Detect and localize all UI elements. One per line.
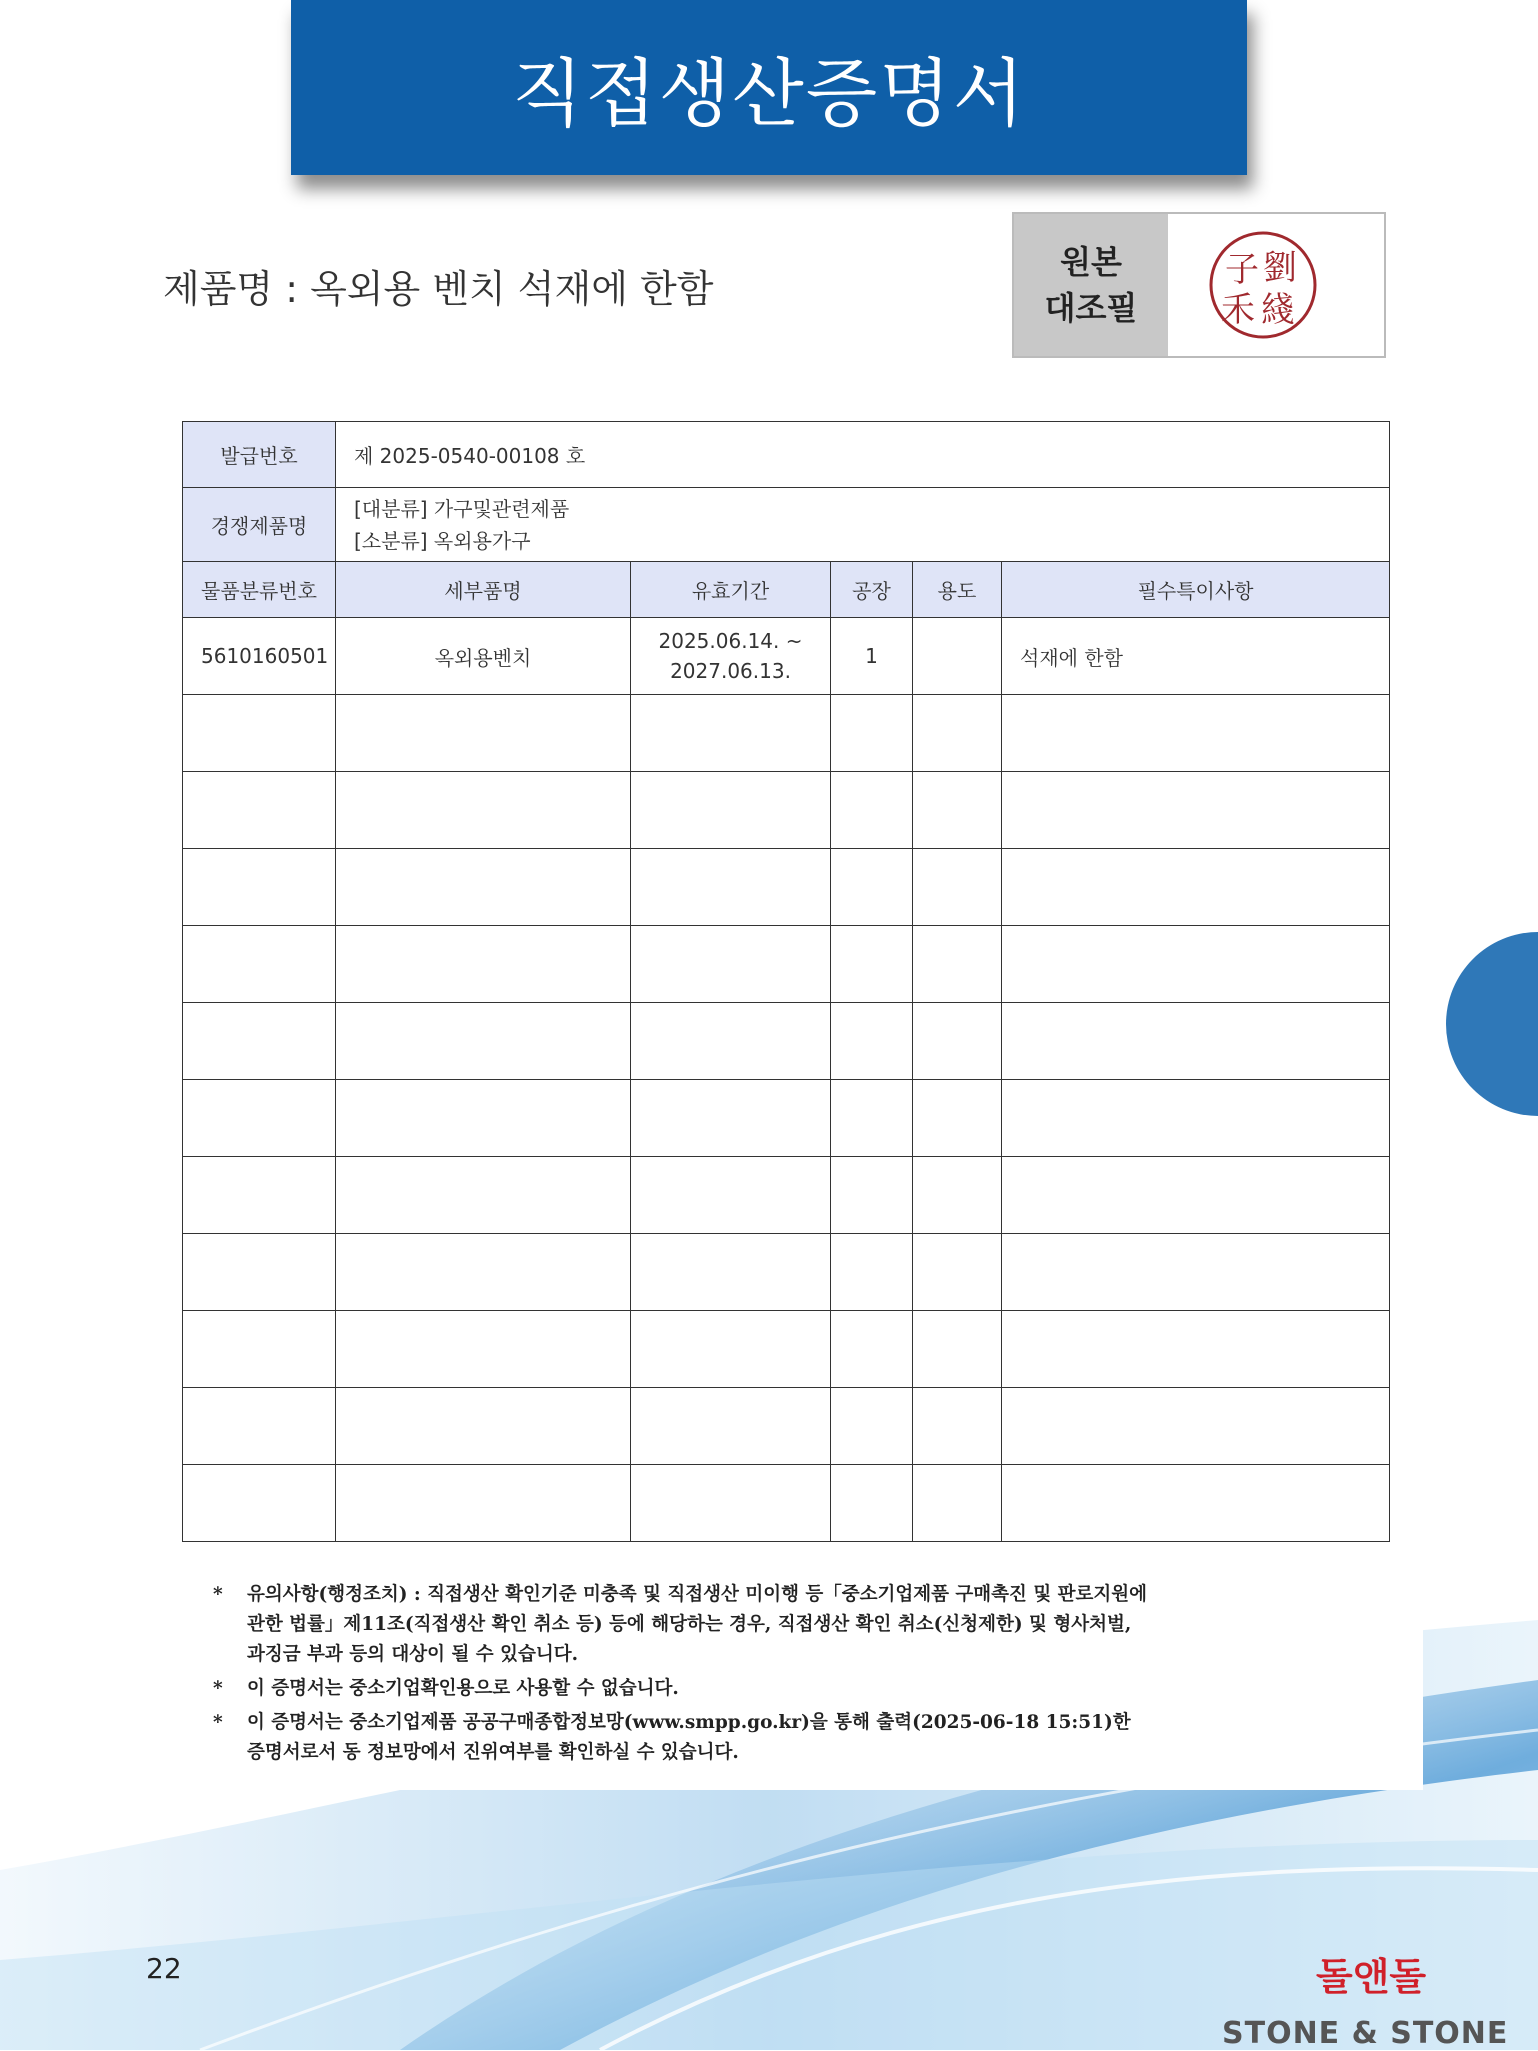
table-cell-empty (831, 1234, 913, 1311)
svg-text:子: 子 (1225, 250, 1259, 290)
table-cell-empty (336, 695, 631, 772)
special-notes: 석재에 한함 (1002, 618, 1390, 695)
certificate-document (181, 420, 1423, 1790)
table-cell-empty (631, 1080, 831, 1157)
table-row-empty (183, 1234, 1390, 1311)
note-bullet: * (213, 1678, 223, 1699)
table-cell-empty (631, 772, 831, 849)
table-cell-empty (336, 1080, 631, 1157)
table-cell-empty (631, 695, 831, 772)
table-cell-empty (336, 1003, 631, 1080)
notes-section (213, 1580, 1403, 1772)
note-line: 과징금 부과 등의 대상이 될 수 있습니다. (247, 1644, 579, 1665)
table-cell-empty (913, 1234, 1002, 1311)
issue-number-label: 발급번호 (183, 422, 336, 488)
note-bullet: * (213, 1584, 223, 1605)
table-cell-empty (336, 926, 631, 1003)
certificate-table (182, 421, 1390, 1542)
decorative-circle (1446, 932, 1538, 1116)
svg-text:禾: 禾 (1221, 290, 1255, 330)
product-code: 5610160501 (183, 618, 336, 695)
note-line: 이 증명서는 중소기업제품 공공구매종합정보망(www.smpp.go.kr)을 통해 출력(2025-06-18 15:51)한 (247, 1712, 1131, 1733)
category-minor: [소분류] 옥외용가구 (354, 528, 531, 553)
table-row-empty (183, 1003, 1390, 1080)
table-cell-empty (183, 1388, 336, 1465)
issue-number-row (183, 422, 1390, 488)
table-cell-empty (336, 1465, 631, 1542)
company-logo-korean: 돌앤돌 (1316, 1955, 1427, 1999)
column-header: 세부품명 (336, 562, 631, 618)
column-header: 필수특이사항 (1002, 562, 1390, 618)
table-row (183, 618, 1390, 695)
table-cell-empty (183, 772, 336, 849)
table-cell-empty (336, 849, 631, 926)
page-title: 직접생산증명서 (511, 50, 1027, 137)
note-line: 관한 법률」제11조(직접생산 확인 취소 등) 등에 해당하는 경우, 직접생산 확인 취소(신청제한) 및 형사처벌, (247, 1614, 1132, 1635)
table-cell-empty (913, 1388, 1002, 1465)
table-cell-empty (631, 1003, 831, 1080)
table-cell-empty (1002, 1157, 1390, 1234)
page-number: 22 (146, 1952, 182, 1985)
table-row-empty (183, 772, 1390, 849)
table-cell-empty (831, 1080, 913, 1157)
table-cell-empty (831, 695, 913, 772)
table-cell-empty (1002, 1388, 1390, 1465)
note-line: 이 증명서는 중소기업확인용으로 사용할 수 없습니다. (247, 1678, 679, 1699)
table-cell-empty (631, 1388, 831, 1465)
table-cell-empty (631, 1234, 831, 1311)
table-row-empty (183, 1388, 1390, 1465)
column-header: 유효기간 (631, 562, 831, 618)
table-cell-empty (831, 1003, 913, 1080)
usage (913, 618, 1002, 695)
table-cell-empty (336, 1388, 631, 1465)
table-cell-empty (183, 849, 336, 926)
table-cell-empty (913, 1003, 1002, 1080)
column-header-row (183, 562, 1390, 618)
table-cell-empty (1002, 1465, 1390, 1542)
seal-icon (1205, 229, 1321, 341)
table-cell-empty (1002, 695, 1390, 772)
note-line: 유의사항(행정조치) : 직접생산 확인기준 미충족 및 직접생산 미이행 등「중소기업제품 구매촉진 및 판로지원에 (247, 1584, 1148, 1605)
svg-text:綫: 綫 (1261, 290, 1295, 330)
title-banner (291, 0, 1247, 175)
table-cell-empty (183, 1157, 336, 1234)
table-row-empty (183, 849, 1390, 926)
table-cell-empty (1002, 926, 1390, 1003)
note-item (213, 1708, 1403, 1768)
table-row-empty (183, 695, 1390, 772)
table-row-empty (183, 926, 1390, 1003)
table-cell-empty (1002, 1003, 1390, 1080)
product-name: 제품명 : 옥외용 벤치 석재에 한함 (163, 267, 714, 311)
competing-product-row (183, 488, 1390, 562)
table-cell-empty (336, 1157, 631, 1234)
table-cell-empty (913, 1465, 1002, 1542)
table-cell-empty (913, 1080, 1002, 1157)
validity-period (631, 618, 831, 695)
table-cell-empty (913, 772, 1002, 849)
table-cell-empty (183, 695, 336, 772)
stamp-label (1014, 214, 1168, 356)
table-cell-empty (1002, 772, 1390, 849)
period-start: 2025.06.14. ~ (658, 629, 803, 653)
table-cell-empty (1002, 1080, 1390, 1157)
table-cell-empty (831, 1465, 913, 1542)
table-cell-empty (831, 926, 913, 1003)
table-cell-empty (913, 695, 1002, 772)
table-cell-empty (183, 1234, 336, 1311)
item-name: 옥외용벤치 (336, 618, 631, 695)
table-row-empty (183, 1465, 1390, 1542)
table-cell-empty (183, 1003, 336, 1080)
table-cell-empty (1002, 1234, 1390, 1311)
table-cell-empty (631, 1465, 831, 1542)
factory-count: 1 (831, 618, 913, 695)
table-cell-empty (831, 772, 913, 849)
issue-number-value: 제 2025-0540-00108 호 (336, 422, 1390, 488)
original-certified-stamp (1012, 212, 1386, 358)
table-cell-empty (631, 926, 831, 1003)
competing-product-value (336, 488, 1390, 562)
note-line: 증명서로서 동 정보망에서 진위여부를 확인하실 수 있습니다. (247, 1742, 739, 1763)
column-header: 공장 (831, 562, 913, 618)
note-item (213, 1674, 1403, 1704)
table-row-empty (183, 1080, 1390, 1157)
table-cell-empty (183, 1311, 336, 1388)
column-header: 용도 (913, 562, 1002, 618)
table-cell-empty (831, 1157, 913, 1234)
period-end: 2027.06.13. (670, 659, 791, 683)
table-row-empty (183, 1157, 1390, 1234)
competing-product-label: 경쟁제품명 (183, 488, 336, 562)
table-cell-empty (913, 1157, 1002, 1234)
table-cell-empty (183, 1080, 336, 1157)
table-cell-empty (336, 772, 631, 849)
table-cell-empty (831, 1311, 913, 1388)
table-cell-empty (336, 1311, 631, 1388)
company-logo-english: STONE & STONE (1222, 2016, 1509, 2051)
table-cell-empty (913, 1311, 1002, 1388)
category-major: [대분류] 가구및관련제품 (354, 496, 570, 521)
column-header: 물품분류번호 (183, 562, 336, 618)
table-cell-empty (631, 849, 831, 926)
stamp-label-line1: 원본 (1060, 243, 1122, 281)
table-row-empty (183, 1311, 1390, 1388)
table-cell-empty (336, 1234, 631, 1311)
table-cell-empty (913, 849, 1002, 926)
stamp-label-line2: 대조필 (1044, 289, 1138, 327)
table-cell-empty (913, 926, 1002, 1003)
note-item (213, 1580, 1403, 1670)
table-cell-empty (631, 1157, 831, 1234)
table-cell-empty (831, 1388, 913, 1465)
note-bullet: * (213, 1712, 223, 1733)
table-cell-empty (183, 1465, 336, 1542)
svg-text:劉: 劉 (1263, 248, 1297, 288)
table-cell-empty (1002, 1311, 1390, 1388)
table-cell-empty (1002, 849, 1390, 926)
table-cell-empty (631, 1311, 831, 1388)
table-cell-empty (831, 849, 913, 926)
table-cell-empty (183, 926, 336, 1003)
